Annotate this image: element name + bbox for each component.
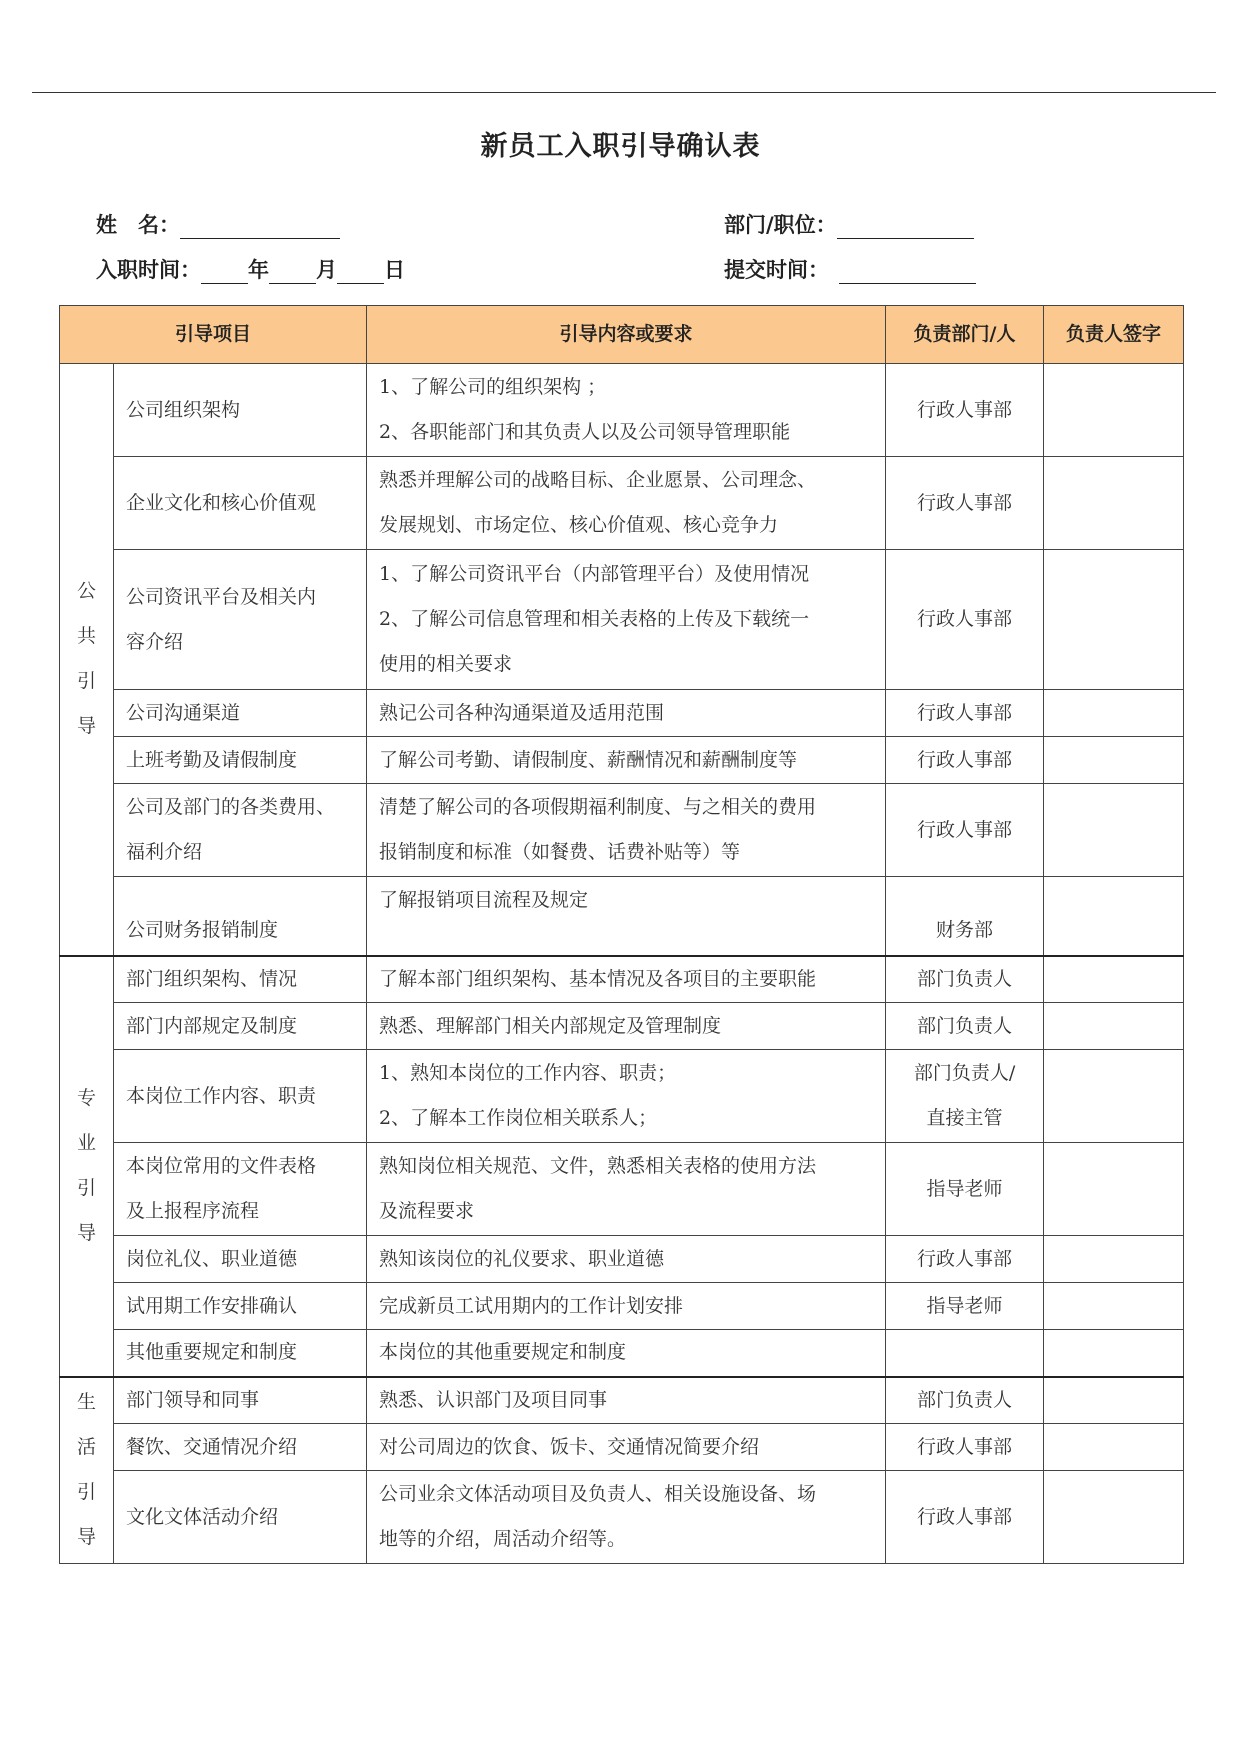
dept-position-input-line[interactable] <box>837 216 974 239</box>
item-line: 部门内部规定及制度 <box>126 1014 298 1037</box>
dept-line: 行政人事部 <box>917 818 1013 841</box>
dept-line: 指导老师 <box>926 1294 1003 1317</box>
table-row <box>60 1283 1184 1330</box>
content-line: 清楚了解公司的各项假期福利制度、与之相关的费用 <box>379 796 817 818</box>
item-cell <box>114 457 367 550</box>
name-label: 姓 名： <box>96 213 180 237</box>
item-line: 岗位礼仪、职业道德 <box>126 1247 298 1270</box>
dept-line: 部门负责人/ <box>913 1062 1016 1084</box>
group-char: 引 <box>76 1177 96 1199</box>
signature-cell[interactable] <box>1044 457 1184 550</box>
content-line: 了解本部门组织架构、基本情况及各项目的主要职能 <box>379 967 817 990</box>
join-month-line[interactable] <box>269 261 316 284</box>
item-cell <box>114 550 367 690</box>
content-line: 本岗位的其他重要规定和制度 <box>379 1341 627 1364</box>
table-row <box>60 956 1184 1003</box>
dept-cell <box>886 1377 1044 1424</box>
table-row <box>60 1330 1184 1377</box>
dept-line: 行政人事部 <box>917 398 1013 421</box>
content-line: 了解报销项目流程及规定 <box>379 889 589 912</box>
item-cell <box>114 690 367 737</box>
dept-line: 行政人事部 <box>917 701 1013 724</box>
table-row <box>60 1003 1184 1050</box>
join-day-line[interactable] <box>337 261 384 284</box>
group-char: 引 <box>76 670 96 693</box>
item-line: 本岗位常用的文件表格 <box>126 1155 317 1177</box>
signature-cell[interactable] <box>1044 877 1184 956</box>
signature-cell[interactable] <box>1044 956 1184 1003</box>
content-line: 1、了解公司的组织架构 ； <box>379 376 607 398</box>
join-date-field <box>96 254 405 284</box>
item-line: 部门领导和同事 <box>126 1388 260 1411</box>
content-line: 熟悉并理解公司的战略目标、企业愿景、公司理念、 <box>379 469 817 491</box>
item-line: 及上报程序流程 <box>126 1200 260 1222</box>
join-year-line[interactable] <box>201 261 248 284</box>
item-cell <box>114 1236 367 1283</box>
group-char: 导 <box>76 715 96 738</box>
item-line: 公司组织架构 <box>126 398 241 421</box>
group-char: 共 <box>76 625 96 648</box>
signature-cell[interactable] <box>1044 737 1184 784</box>
submit-time-field <box>724 254 976 284</box>
dept-line: 部门负责人 <box>917 1014 1013 1037</box>
table-row <box>60 690 1184 737</box>
content-line: 熟记公司各种沟通渠道及适用范围 <box>379 701 665 724</box>
content-cell <box>367 1050 886 1143</box>
dept-cell <box>886 1050 1044 1143</box>
dept-cell <box>886 1236 1044 1283</box>
submit-time-input-line[interactable] <box>839 261 976 284</box>
dept-cell <box>886 457 1044 550</box>
item-cell <box>114 877 367 956</box>
item-line: 福利介绍 <box>126 841 203 863</box>
header-item: 引导项目 <box>60 306 367 364</box>
content-cell <box>367 956 886 1003</box>
item-cell <box>114 1471 367 1564</box>
page-title: 新员工入职引导确认表 <box>480 131 761 162</box>
group-label-public <box>60 364 114 956</box>
table-row <box>60 737 1184 784</box>
item-line: 部门组织架构、情况 <box>126 967 298 990</box>
month-label: 月 <box>316 258 337 282</box>
item-cell <box>114 1424 367 1471</box>
group-label-professional <box>60 956 114 1377</box>
content-line: 2、各职能部门和其负责人以及公司领导管理职能 <box>379 421 791 443</box>
table-row <box>60 877 1184 956</box>
dept-cell <box>886 1283 1044 1330</box>
item-line: 试用期工作安排确认 <box>126 1294 298 1317</box>
content-cell <box>367 1424 886 1471</box>
item-line: 公司及部门的各类费用、 <box>126 796 336 818</box>
signature-cell[interactable] <box>1044 1283 1184 1330</box>
signature-cell[interactable] <box>1044 1143 1184 1236</box>
content-cell <box>367 1471 886 1564</box>
item-line: 公司沟通渠道 <box>126 701 241 724</box>
content-cell <box>367 1003 886 1050</box>
dept-cell <box>886 1143 1044 1236</box>
signature-cell[interactable] <box>1044 550 1184 690</box>
header-content: 引导内容或要求 <box>367 306 886 364</box>
dept-line: 行政人事部 <box>917 1505 1013 1528</box>
item-cell <box>114 364 367 457</box>
signature-cell[interactable] <box>1044 1050 1184 1143</box>
table-row <box>60 457 1184 550</box>
dept-line: 财务部 <box>936 919 994 942</box>
content-line: 了解公司考勤、请假制度、薪酬情况和薪酬制度等 <box>379 748 798 771</box>
signature-cell[interactable] <box>1044 1471 1184 1564</box>
group-char: 生 <box>76 1391 96 1414</box>
signature-cell[interactable] <box>1044 1330 1184 1377</box>
table-row <box>60 1471 1184 1564</box>
dept-cell <box>886 690 1044 737</box>
dept-cell <box>886 1003 1044 1050</box>
item-line: 容介绍 <box>126 630 184 653</box>
dept-cell <box>886 737 1044 784</box>
content-cell <box>367 877 886 956</box>
content-cell <box>367 1377 886 1424</box>
header-sign: 负责人签字 <box>1044 306 1184 364</box>
table-row <box>60 1236 1184 1283</box>
content-line: 报销制度和标准（如餐费、话费补贴等）等 <box>379 841 741 863</box>
item-cell <box>114 784 367 877</box>
content-line: 1、熟知本岗位的工作内容、职责； <box>379 1062 677 1084</box>
submit-time-label: 提交时间： <box>724 258 829 282</box>
item-line: 上班考勤及请假制度 <box>126 748 298 771</box>
content-cell <box>367 784 886 877</box>
group-char: 公 <box>76 580 96 603</box>
dept-cell <box>886 364 1044 457</box>
name-input-line[interactable] <box>180 216 340 239</box>
content-cell <box>367 690 886 737</box>
name-field <box>96 209 340 239</box>
top-rule <box>32 92 1216 93</box>
item-cell <box>114 956 367 1003</box>
dept-cell <box>886 1471 1044 1564</box>
group-char: 专 <box>76 1087 96 1109</box>
day-label: 日 <box>384 258 405 282</box>
group-char: 导 <box>76 1222 96 1244</box>
table-row <box>60 1050 1184 1143</box>
item-cell <box>114 1377 367 1424</box>
item-cell <box>114 1330 367 1377</box>
item-cell <box>114 1283 367 1330</box>
item-line: 公司财务报销制度 <box>126 919 279 942</box>
group-char: 引 <box>76 1481 96 1504</box>
item-cell <box>114 1050 367 1143</box>
content-line: 1、了解公司资讯平台（内部管理平台）及使用情况 <box>379 563 810 585</box>
item-line: 企业文化和核心价值观 <box>126 491 317 514</box>
group-label-life <box>60 1377 114 1564</box>
content-cell <box>367 1283 886 1330</box>
content-line: 熟悉、理解部门相关内部规定及管理制度 <box>379 1014 722 1037</box>
signature-cell[interactable] <box>1044 1377 1184 1424</box>
table-row <box>60 1424 1184 1471</box>
table-row <box>60 784 1184 877</box>
dept-cell <box>886 784 1044 877</box>
join-date-label: 入职时间： <box>96 258 201 282</box>
group-char: 业 <box>76 1132 96 1154</box>
dept-cell <box>886 877 1044 956</box>
content-cell <box>367 1143 886 1236</box>
item-line: 本岗位工作内容、职责 <box>126 1084 317 1107</box>
header-row <box>60 306 1184 364</box>
content-line: 2、了解公司信息管理和相关表格的上传及下载统一 <box>379 608 810 630</box>
dept-line: 行政人事部 <box>917 608 1013 630</box>
item-cell <box>114 1143 367 1236</box>
content-line: 公司业余文体活动项目及负责人、相关设施设备、场 <box>379 1483 817 1505</box>
content-line: 地等的介绍，周活动介绍等。 <box>379 1528 627 1550</box>
signature-cell[interactable] <box>1044 1424 1184 1471</box>
dept-line: 行政人事部 <box>917 748 1013 771</box>
content-cell <box>367 550 886 690</box>
dept-cell <box>886 550 1044 690</box>
content-cell <box>367 457 886 550</box>
dept-line: 行政人事部 <box>917 491 1013 514</box>
dept-line: 部门负责人 <box>917 1388 1013 1411</box>
signature-cell[interactable] <box>1044 1003 1184 1050</box>
content-cell <box>367 737 886 784</box>
year-label: 年 <box>248 258 269 282</box>
content-line: 熟知岗位相关规范、文件，熟悉相关表格的使用方法 <box>379 1155 817 1177</box>
content-cell <box>367 1236 886 1283</box>
content-line: 熟悉、认识部门及项目同事 <box>379 1388 608 1411</box>
dept-line: 指导老师 <box>926 1177 1003 1200</box>
table-row <box>60 550 1184 690</box>
content-cell <box>367 364 886 457</box>
dept-line: 部门负责人 <box>917 967 1013 990</box>
item-line: 餐饮、交通情况介绍 <box>126 1435 298 1458</box>
dept-position-label: 部门/职位： <box>724 213 837 237</box>
table-row <box>60 1143 1184 1236</box>
dept-line: 直接主管 <box>926 1107 1003 1129</box>
content-line: 熟知该岗位的礼仪要求、职业道德 <box>379 1247 665 1270</box>
signature-cell[interactable] <box>1044 784 1184 877</box>
item-line: 文化文体活动介绍 <box>126 1505 279 1528</box>
dept-cell <box>886 956 1044 1003</box>
content-line: 使用的相关要求 <box>379 653 513 675</box>
onboarding-table <box>59 305 1184 1564</box>
dept-line: 行政人事部 <box>917 1247 1013 1270</box>
group-char: 导 <box>76 1526 96 1549</box>
item-cell <box>114 737 367 784</box>
content-line: 2、了解本工作岗位相关联系人； <box>379 1107 658 1129</box>
dept-position-field <box>724 209 974 239</box>
signature-cell[interactable] <box>1044 1236 1184 1283</box>
content-line: 完成新员工试用期内的工作计划安排 <box>379 1294 684 1317</box>
dept-cell <box>886 1424 1044 1471</box>
table-row <box>60 1377 1184 1424</box>
content-line: 对公司周边的饮食、饭卡、交通情况简要介绍 <box>379 1435 760 1458</box>
table-row <box>60 364 1184 457</box>
header-dept: 负责部门/人 <box>886 306 1044 364</box>
signature-cell[interactable] <box>1044 690 1184 737</box>
dept-line: 行政人事部 <box>917 1435 1013 1458</box>
content-cell <box>367 1330 886 1377</box>
signature-cell[interactable] <box>1044 364 1184 457</box>
item-line: 其他重要规定和制度 <box>126 1341 298 1364</box>
dept-cell <box>886 1330 1044 1377</box>
content-line: 及流程要求 <box>379 1200 475 1222</box>
content-line: 发展规划、市场定位、核心价值观、核心竞争力 <box>379 514 779 536</box>
item-line: 公司资讯平台及相关内 <box>126 585 317 608</box>
item-cell <box>114 1003 367 1050</box>
group-char: 活 <box>76 1436 96 1459</box>
